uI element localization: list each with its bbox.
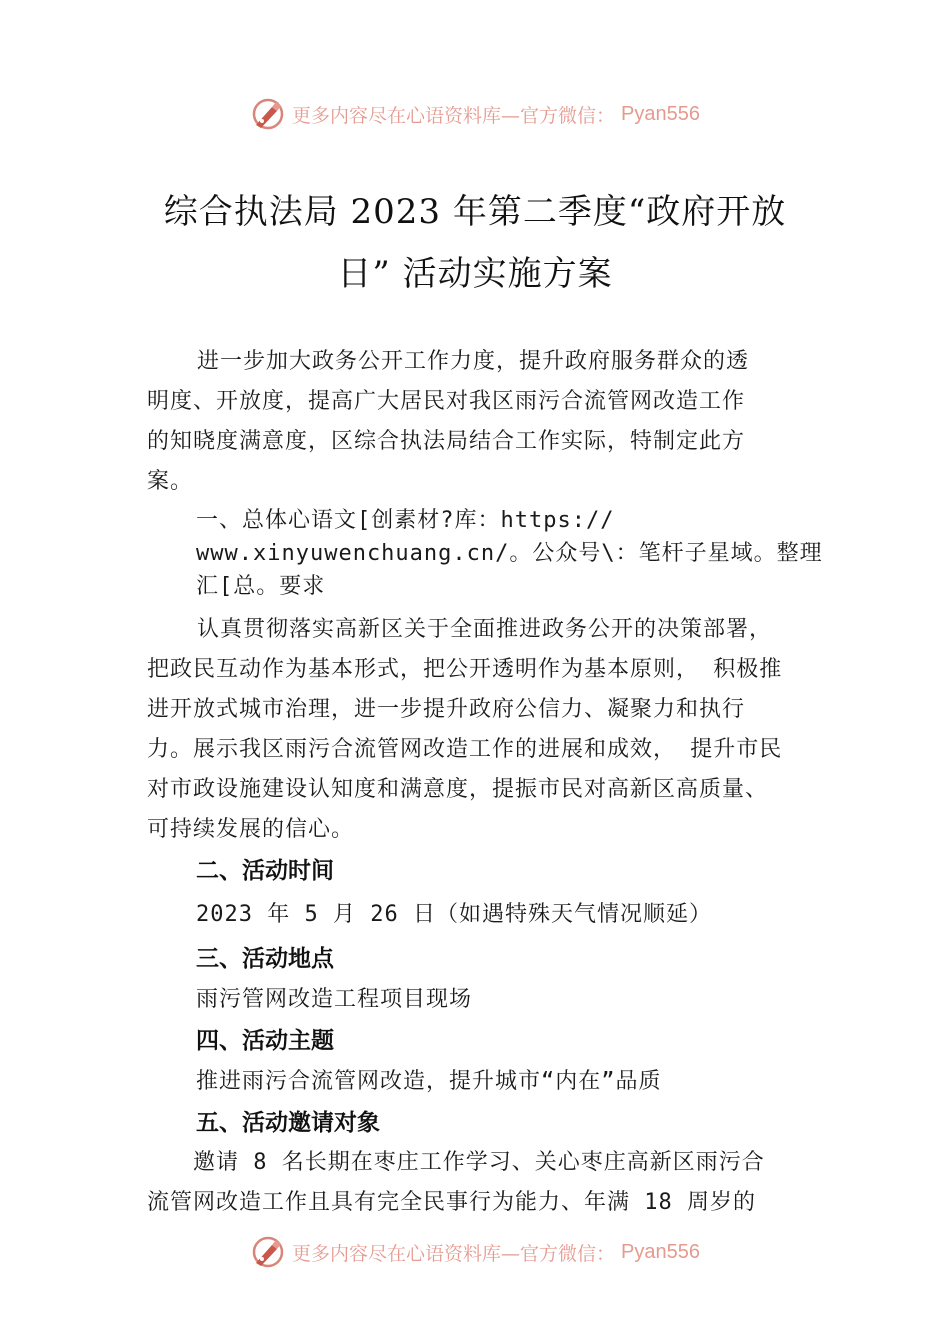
section-3-heading: 三、活动地点 <box>196 946 334 972</box>
section-4-heading: 四、活动主题 <box>196 1028 334 1054</box>
text-line: 进一步加大政务公开工作力度，提升政府服务群众的透 <box>197 349 750 374</box>
document-title-line-2: 日” 活动实施方案 <box>337 254 613 294</box>
text-line: 把政民互动作为基本形式，把公开透明作为基本原则， 积极推 <box>147 657 783 682</box>
watermark-text: 更多内容尽在心语资料库—官方微信： <box>292 104 616 127</box>
text-line: 明度、开放度，提高广大居民对我区雨污合流管网改造工作 <box>147 389 746 414</box>
watermark-handle: Pyan556 <box>621 1240 700 1263</box>
section-1-heading <box>196 504 826 603</box>
text-line: 案。 <box>147 469 194 494</box>
section-5-heading: 五、活动邀请对象 <box>196 1110 380 1136</box>
text-line: 汇[总。要求 <box>196 574 326 599</box>
pen-logo-icon <box>250 97 286 131</box>
watermark-footer <box>0 1232 950 1272</box>
watermark-handle: Pyan556 <box>621 102 700 125</box>
pen-logo-icon <box>250 1235 286 1269</box>
section-2-heading: 二、活动时间 <box>196 858 334 884</box>
text-line: 邀请 8 名长期在枣庄工作学习、关心枣庄高新区雨污合 <box>193 1150 765 1175</box>
intro-paragraph <box>147 342 823 502</box>
text-line: 的知晓度满意度，区综合执法局结合工作实际，特制定此方 <box>147 429 746 454</box>
section-5-body <box>147 1143 823 1223</box>
text-line: www.xinyuwenchuang.cn/。公众号\：笔杆子星域。整理 <box>196 541 823 566</box>
section-2-text: 2023 年 5 月 26 日（如遇特殊天气情况顺延） <box>196 902 712 927</box>
text-line: 对市政设施建设认知度和满意度，提振市民对高新区高质量、 <box>147 777 769 802</box>
text-line: 流管网改造工作且具有完全民事行为能力、年满 18 周岁的 <box>147 1190 756 1215</box>
document-title-line-1: 综合执法局 2023 年第二季度“政府开放 <box>163 192 787 232</box>
text-line: 进开放式城市治理，进一步提升政府公信力、凝聚力和执行 <box>147 697 746 722</box>
section-3-text: 雨污管网改造工程项目现场 <box>196 987 473 1012</box>
text-line: 可持续发展的信心。 <box>147 817 355 842</box>
watermark-text: 更多内容尽在心语资料库—官方微信： <box>292 1242 616 1265</box>
text-line: 认真贯彻落实高新区关于全面推进政务公开的决策部署， <box>197 617 773 642</box>
text-line: 一、总体心语文[创素材?库：https:// <box>196 508 615 533</box>
section-1-body <box>147 610 823 850</box>
watermark-header <box>0 94 950 134</box>
section-4-text: 推进雨污合流管网改造，提升城市“内在”品质 <box>196 1069 662 1094</box>
text-line: 力。展示我区雨污合流管网改造工作的进展和成效， 提升市民 <box>147 737 783 762</box>
